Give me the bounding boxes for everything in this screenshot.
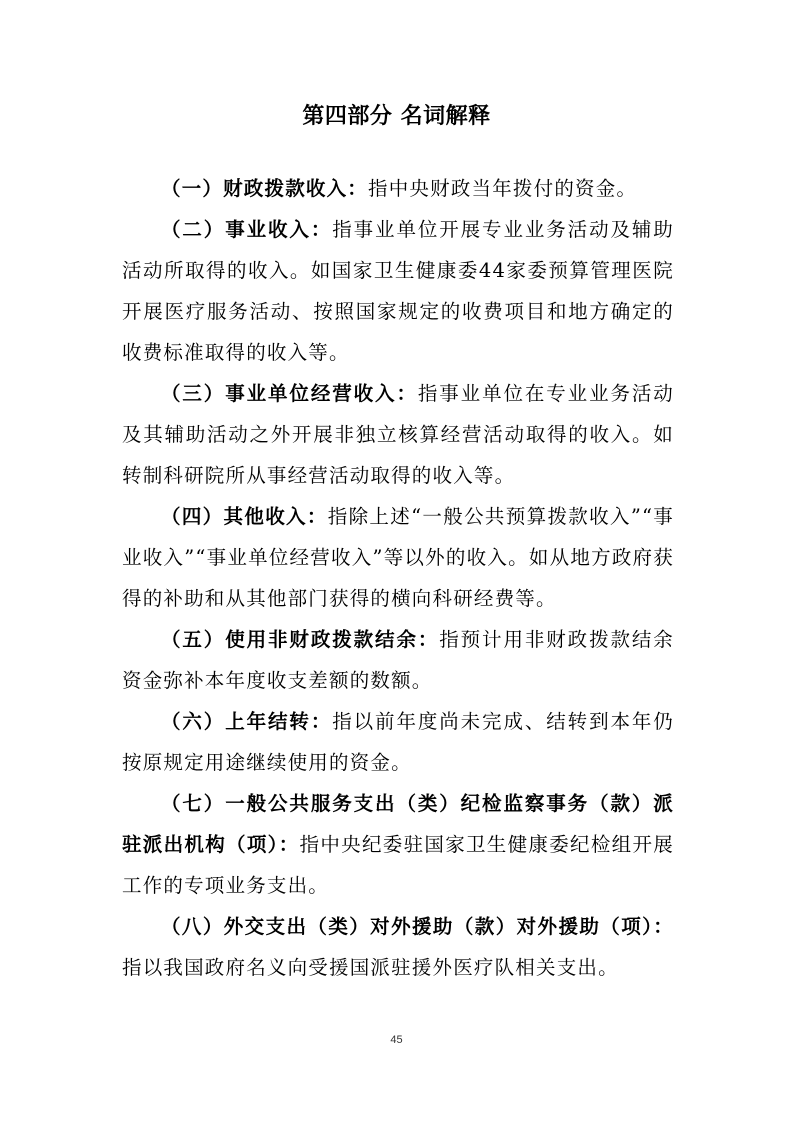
section-title: 第四部分 名词解释 bbox=[302, 104, 491, 129]
glossary-term: （五）使用非财政拨款结余： bbox=[161, 628, 440, 651]
glossary-definition: 指预计用非财政拨款结余资金弥补本年度收支差额的数额。 bbox=[122, 628, 674, 692]
glossary-entry bbox=[122, 619, 674, 701]
glossary-term: （三）事业单位经营收入： bbox=[161, 382, 418, 405]
glossary-entry bbox=[122, 496, 674, 619]
glossary-definition: 指事业单位在专业业务活动及其辅助活动之外开展非独立核算经营活动取得的收入。如转制科研院所从事经营活动取得的收入等。 bbox=[122, 382, 675, 487]
glossary-term: （二）事业收入： bbox=[161, 218, 333, 241]
glossary-definition: 指中央财政当年拨付的资金。 bbox=[368, 177, 638, 200]
glossary-definition: 指除上述“一般公共预算拨款收入”“事业收入”“事业单位经营收入”等以外的收入。如从地方政府获得的补助和从其他部门获得的横向科研经费等。 bbox=[122, 505, 674, 610]
glossary-term: （四）其他收入： bbox=[161, 505, 328, 528]
glossary-entry bbox=[122, 209, 674, 373]
glossary-entry bbox=[122, 373, 674, 496]
glossary-definition: 指事业单位开展专业业务活动及辅助活动所取得的收入。如国家卫生健康委44家委预算管理医院开展医疗服务活动、按照国家规定的收费项目和地方确定的收费标准取得的收入等。 bbox=[122, 218, 674, 364]
glossary-term: （七）一般公共服务支出（类）纪检监察事务（款）派驻派出机构（项）： bbox=[122, 792, 674, 856]
glossary-entry bbox=[122, 701, 674, 783]
glossary-definition: 指中央纪委驻国家卫生健康委纪检组开展工作的专项业务支出。 bbox=[122, 833, 674, 897]
glossary-definition: 指以我国政府名义向受援国派驻援外医疗队相关支出。 bbox=[122, 956, 619, 979]
glossary-definition: 指以前年度尚未完成、结转到本年仍按原规定用途继续使用的资金。 bbox=[122, 710, 674, 774]
glossary-term: （六）上年结转： bbox=[161, 710, 333, 733]
glossary-body bbox=[122, 168, 674, 988]
glossary-term: （一）财政拨款收入： bbox=[161, 177, 369, 200]
page-number: 45 bbox=[390, 1034, 403, 1046]
glossary-term: （八）外交支出（类）对外援助（款）对外援助（项）： bbox=[161, 915, 674, 938]
glossary-entry bbox=[122, 906, 674, 988]
glossary-entry bbox=[122, 168, 674, 209]
glossary-entry bbox=[122, 783, 674, 906]
